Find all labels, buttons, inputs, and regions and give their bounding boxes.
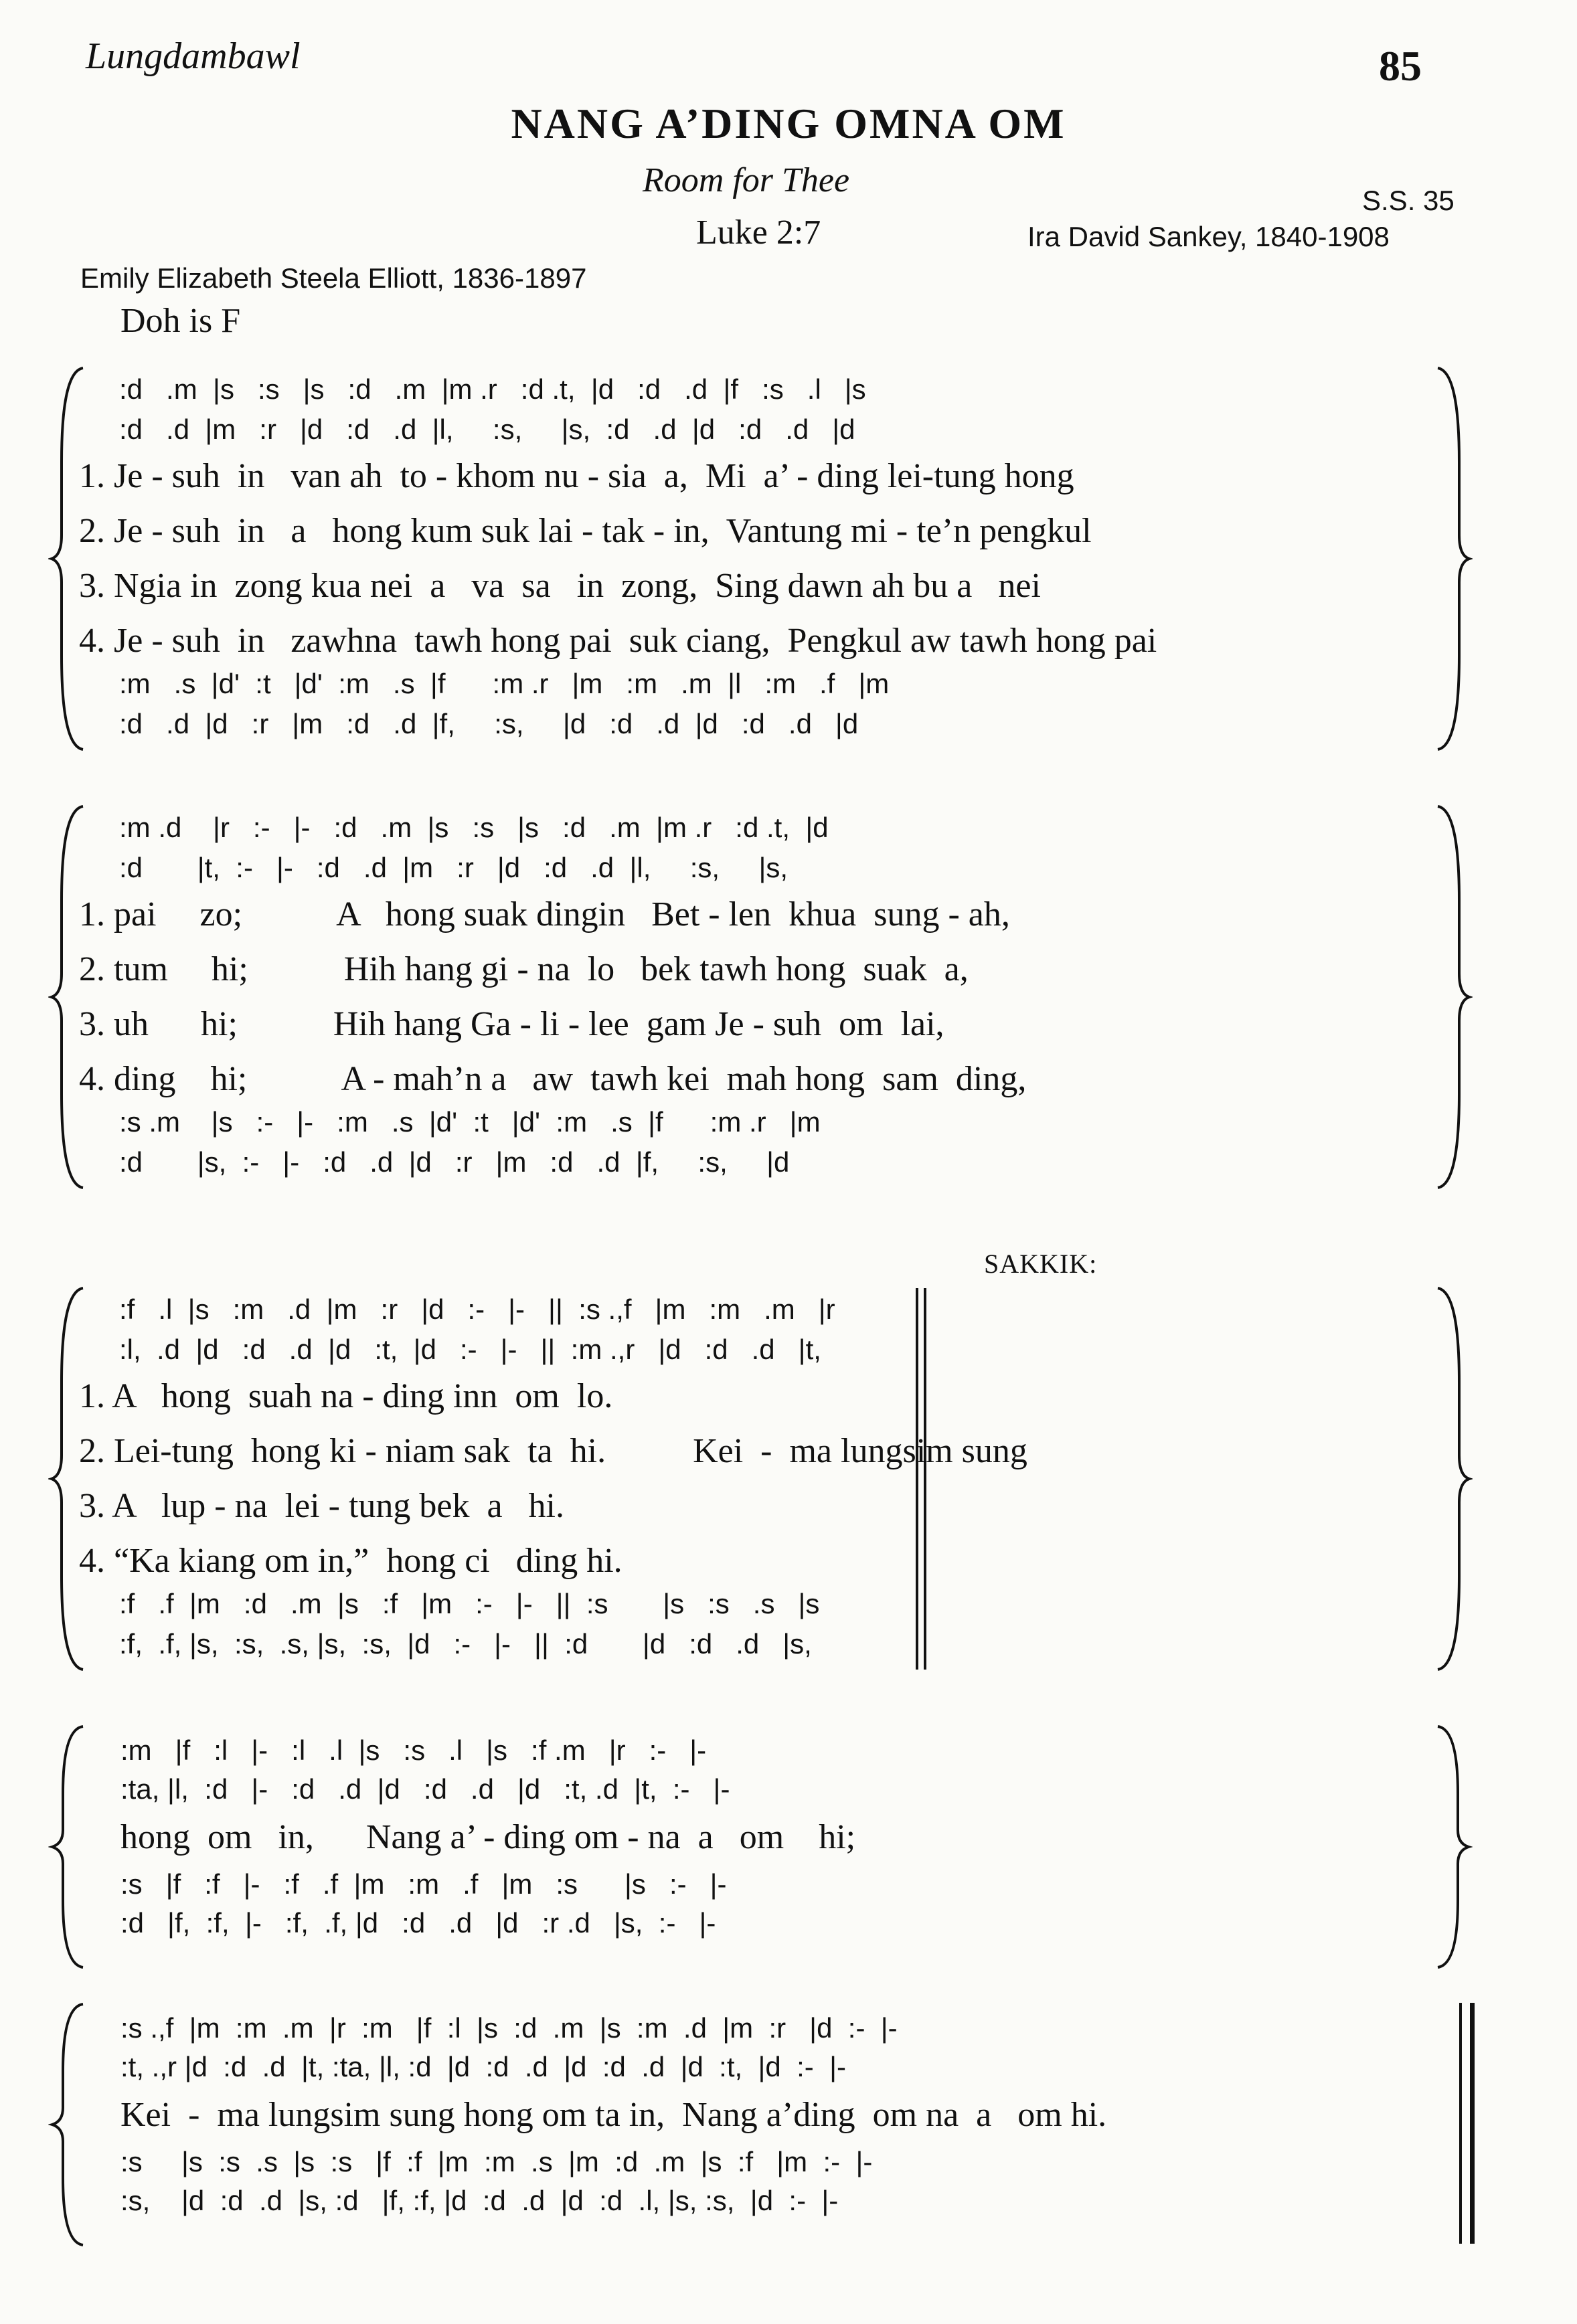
- key-signature: Doh is F: [120, 302, 241, 340]
- right-brace: [1432, 800, 1473, 1194]
- final-barline: [1470, 2003, 1475, 2244]
- left-brace: [48, 1281, 88, 1676]
- alto-line: :d .d |m :r |d :d .d |l, :s, |s, :d .d |d :d .d |d: [119, 414, 855, 445]
- tenor-line: :s .m |s :- |- :m .s |d' :t |d' :m .s |f :m .r |m: [119, 1106, 821, 1138]
- verse-3-lyrics: 3. uh hi; Hih hang Ga - li - lee gam Je - suh om lai,: [79, 1005, 944, 1043]
- tenor-line: :f .f |m :d .m |s :f |m :- |- || :s |s :s .s |s: [119, 1588, 820, 1619]
- verse-1-lyrics: 1. A hong suah na - ding inn om lo.: [79, 1377, 613, 1415]
- left-brace: [48, 1997, 88, 2252]
- music-system-1: [0, 361, 1577, 756]
- alto-line: :t, .,r |d :d .d |t, :ta, |l, :d |d :d .d |d :d .d |d :t, |d :- |-: [120, 2051, 847, 2082]
- verse-4-lyrics: 4. Je - suh in zawhna tawh hong pai suk ciang, Pengkul aw tawh hong pai: [79, 622, 1157, 660]
- soprano-line: :m |f :l |- :l .l |s :s .l |s :f .m |r :- |-: [120, 1734, 707, 1766]
- verse-2-lyrics: 2. Lei-tung hong ki - niam sak ta hi. Kei - ma lungsim sung: [79, 1432, 1027, 1470]
- verse-4-lyrics: 4. ding hi; A - mah’n a aw tawh kei mah hong sam ding,: [79, 1060, 1027, 1098]
- left-brace: [48, 361, 88, 756]
- bass-line: :d |f, :f, |- :f, .f, |d :d .d |d :r .d |s, :- |-: [120, 1907, 716, 1939]
- chorus-lyrics: Kei - ma lungsim sung hong om ta in, Nang a’ding om na a om hi.: [120, 2096, 1107, 2134]
- double-barline: [916, 1288, 918, 1670]
- page-number: 85: [1379, 42, 1422, 90]
- left-brace: [48, 800, 88, 1194]
- right-brace: [1432, 361, 1473, 756]
- soprano-line: :d .m |s :s |s :d .m |m .r :d .t, |d :d .d |f :s .l |s: [119, 373, 866, 405]
- tenor-line: :m .s |d' :t |d' :m .s |f :m .r |m :m .m |l :m .f |m: [119, 668, 890, 699]
- verse-2-lyrics: 2. Je - suh in a hong kum suk lai - tak - in, Vantung mi - te’n pengkul: [79, 512, 1092, 550]
- chorus-label: SAKKIK:: [984, 1249, 1098, 1279]
- right-brace: [1432, 1720, 1473, 1974]
- soprano-line: :s .,f |m :m .m |r :m |f :l |s :d .m |s :m .d |m :r |d :- |-: [120, 2012, 898, 2044]
- bass-line: :s, |d :d .d |s, :d |f, :f, |d :d .d |d :d .l, |s, :s, |d :- |-: [120, 2185, 839, 2216]
- music-system-3: [0, 1281, 1577, 1676]
- music-system-2: [0, 800, 1577, 1194]
- verse-3-lyrics: 3. A lup - na lei - tung bek a hi.: [79, 1487, 565, 1525]
- verse-1-lyrics: 1. Je - suh in van ah to - khom nu - sia a, Mi a’ - ding lei-tung hong: [79, 457, 1074, 495]
- alto-line: :d |t, :- |- :d .d |m :r |d :d .d |l, :s, |s,: [119, 852, 788, 883]
- hymn-subtitle: Room for Thee: [643, 161, 850, 199]
- bass-line: :d |s, :- |- :d .d |d :r |m :d .d |f, :s, |d: [119, 1146, 790, 1178]
- ss-number: S.S. 35: [1362, 185, 1455, 216]
- music-system-5: [0, 1997, 1577, 2252]
- music-system-4: [0, 1720, 1577, 1974]
- alto-line: :ta, |l, :d |- :d .d |d :d .d |d :t, .d |t, :- |-: [120, 1773, 730, 1805]
- tenor-line: :s |s :s .s |s :s |f :f |m :m .s |m :d .m |s :f |m :- |-: [120, 2146, 873, 2177]
- book-title: Lungdambawl: [86, 35, 301, 77]
- bass-line: :d .d |d :r |m :d .d |f, :s, |d :d .d |d :d .d |d: [119, 708, 859, 739]
- soprano-line: :f .l |s :m .d |m :r |d :- |- || :s .,f |m :m .m |r: [119, 1293, 835, 1325]
- left-brace: [48, 1720, 88, 1974]
- verse-2-lyrics: 2. tum hi; Hih hang gi - na lo bek tawh hong suak a,: [79, 950, 969, 988]
- scripture-reference: Luke 2:7: [696, 213, 821, 252]
- verse-1-lyrics: 1. pai zo; A hong suak dingin Bet - len khua sung - ah,: [79, 895, 1010, 933]
- hymn-title: NANG A’DING OMNA OM: [511, 100, 1066, 147]
- final-barline: [1459, 2003, 1462, 2244]
- alto-line: :l, .d |d :d .d |d :t, |d :- |- || :m .,r |d :d .d |t,: [119, 1334, 821, 1365]
- double-barline: [924, 1288, 926, 1670]
- bass-line: :f, .f, |s, :s, .s, |s, :s, |d :- |- || :d |d :d .d |s,: [119, 1628, 812, 1660]
- chorus-lyrics: hong om in, Nang a’ - ding om - na a om hi;: [120, 1818, 856, 1856]
- composer: Ira David Sankey, 1840-1908: [1027, 221, 1390, 252]
- verse-4-lyrics: 4. “Ka kiang om in,” hong ci ding hi.: [79, 1542, 622, 1580]
- tenor-line: :s |f :f |- :f .f |m :m .f |m :s |s :- |-: [120, 1868, 727, 1900]
- author: Emily Elizabeth Steela Elliott, 1836-1897: [80, 262, 587, 294]
- verse-3-lyrics: 3. Ngia in zong kua nei a va sa in zong, Sing dawn ah bu a nei: [79, 567, 1041, 605]
- right-brace: [1432, 1281, 1473, 1676]
- soprano-line: :m .d |r :- |- :d .m |s :s |s :d .m |m .r :d .t, |d: [119, 812, 829, 843]
